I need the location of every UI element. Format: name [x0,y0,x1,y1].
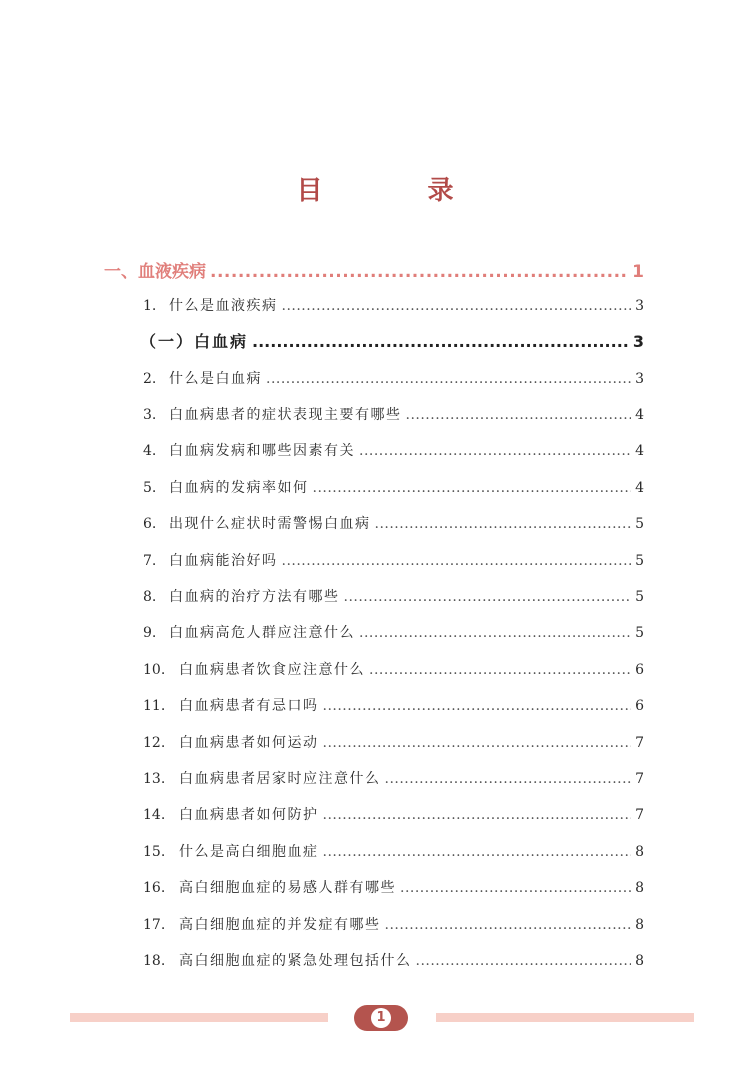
toc-entry-label [143,513,371,533]
dot-leader [252,332,629,351]
toc-entry[interactable] [143,550,644,570]
dot-leader [385,917,632,933]
toc-entry-number: 17. [143,917,166,933]
toc-entry-number: 9. [143,625,157,641]
dot-leader [375,516,632,532]
toc-section-page: 1 [632,262,644,282]
dot-leader [282,553,632,569]
toc-entry-page: 3 [635,371,644,387]
toc-entry-number: 7. [143,553,157,569]
toc-entry-label [143,440,355,460]
toc-entry-number: 16. [143,880,166,896]
toc-entry-text: 白血病发病和哪些因素有关 [169,443,355,459]
toc-entry-number: 10. [143,662,166,678]
toc-entry-label [143,659,365,679]
dot-leader [323,698,632,714]
toc-section-entry[interactable] [104,257,644,282]
toc-entry-page: 8 [635,917,644,933]
toc-entry-number: 14. [143,807,166,823]
dot-leader [323,735,632,751]
dot-leader [323,807,632,823]
dot-leader [359,625,631,641]
toc-entry-label [143,295,278,315]
footer-decor-bar-right [436,1013,694,1022]
dot-leader [359,443,631,459]
toc-entry[interactable] [143,659,644,679]
toc-entry[interactable] [143,732,644,752]
toc-entry-text: 白血病患者的症状表现主要有哪些 [169,407,402,423]
dot-leader [323,844,632,860]
toc-entry-page: 5 [635,516,644,532]
toc-entry-text: 高白细胞血症的紧急处理包括什么 [179,953,412,969]
toc-entry-page: 6 [635,662,644,678]
toc-entry-page: 4 [635,407,644,423]
toc-entry-page: 5 [635,589,644,605]
toc-entry-page: 3 [635,298,644,314]
toc-entry[interactable] [143,914,644,934]
toc-entry-text: 白血病患者如何防护 [179,807,319,823]
toc-entry[interactable] [143,695,644,715]
toc-entry-label [143,695,319,715]
toc-entry-text: 白血病的治疗方法有哪些 [169,589,340,605]
toc-entry-page: 6 [635,698,644,714]
page-title: 目 录 [296,176,502,206]
dot-leader [369,662,631,678]
toc-entry-label [143,477,309,497]
toc-entry-text: 出现什么症状时需警惕白血病 [169,516,371,532]
dot-leader [266,371,631,387]
dot-leader [344,589,632,605]
toc-entry-page: 7 [635,735,644,751]
toc-entry-text: 什么是血液疾病 [169,298,278,314]
toc-entry-label [143,877,396,897]
toc-entry[interactable] [143,768,644,788]
dot-leader [400,880,631,896]
toc-entry-number: 15. [143,844,166,860]
toc-entry-number: 18. [143,953,166,969]
toc-entry-text: 白血病的发病率如何 [169,480,309,496]
toc-subsection-label: （一）白血病 [140,332,249,351]
toc-entry-page: 4 [635,443,644,459]
toc-entry[interactable] [143,513,644,533]
toc-entry[interactable] [143,622,644,642]
toc-section-label: 一、血液疾病 [104,262,206,282]
toc-entry-page: 8 [635,953,644,969]
toc-entry-number: 13. [143,771,166,787]
toc-entry-number: 8. [143,589,157,605]
toc-entry-text: 高白细胞血症的并发症有哪些 [179,917,381,933]
toc-entry-number: 5. [143,480,157,496]
toc-entry-text: 什么是白血病 [169,371,262,387]
dot-leader [282,298,632,314]
footer-page-number: 1 [371,1008,391,1028]
toc-entry-page: 8 [635,844,644,860]
dot-leader [313,480,632,496]
toc-entry-number: 4. [143,443,157,459]
dot-leader [385,771,632,787]
toc-entry[interactable] [143,950,644,970]
toc-entry-label [143,368,262,388]
toc-entry-label [143,768,381,788]
toc-entry-page: 5 [635,553,644,569]
toc-entry-text: 高白细胞血症的易感人群有哪些 [179,880,396,896]
toc-entry-text: 什么是高白细胞血症 [179,844,319,860]
toc-entry-number: 2. [143,371,157,387]
toc-entry-label [143,950,412,970]
dot-leader [210,262,628,282]
toc-entry[interactable] [143,586,644,606]
toc-entry-page: 7 [635,807,644,823]
toc-entry[interactable] [143,440,644,460]
toc-entry[interactable] [143,295,644,315]
toc-entry-label [143,586,340,606]
footer-decor-bar-left [70,1013,328,1022]
toc-entry-label [143,804,319,824]
toc-entry-text: 白血病高危人群应注意什么 [169,625,355,641]
toc-subsection-entry[interactable] [140,329,644,352]
toc-entry-text: 白血病能治好吗 [169,553,278,569]
toc-subsection-page: 3 [632,332,644,351]
toc-entry[interactable] [143,877,644,897]
toc-entry-text: 白血病患者饮食应注意什么 [179,662,365,678]
toc-entry[interactable] [143,404,644,424]
toc-entry-text: 白血病患者有忌口吗 [179,698,319,714]
toc-entry-number: 6. [143,516,157,532]
toc-entry[interactable] [143,477,644,497]
toc-entry-number: 1. [143,298,157,314]
toc-entry-label [143,404,402,424]
toc-entry[interactable] [143,368,644,388]
toc-entry-number: 11. [143,698,166,714]
toc-entry-label [143,841,319,861]
toc-entry-text: 白血病患者如何运动 [179,735,319,751]
toc-entry-page: 4 [635,480,644,496]
toc-entry-label [143,622,355,642]
toc-entry-label [143,550,278,570]
toc-entry-page: 7 [635,771,644,787]
toc-entry[interactable] [143,841,644,861]
toc-entry-number: 3. [143,407,157,423]
toc-entry-label [143,914,381,934]
dot-leader [416,953,632,969]
toc-entry-text: 白血病患者居家时应注意什么 [179,771,381,787]
toc-entry[interactable] [143,804,644,824]
toc-entry-page: 5 [635,625,644,641]
toc-entry-label [143,732,319,752]
toc-entry-page: 8 [635,880,644,896]
dot-leader [406,407,632,423]
toc-entry-number: 12. [143,735,166,751]
